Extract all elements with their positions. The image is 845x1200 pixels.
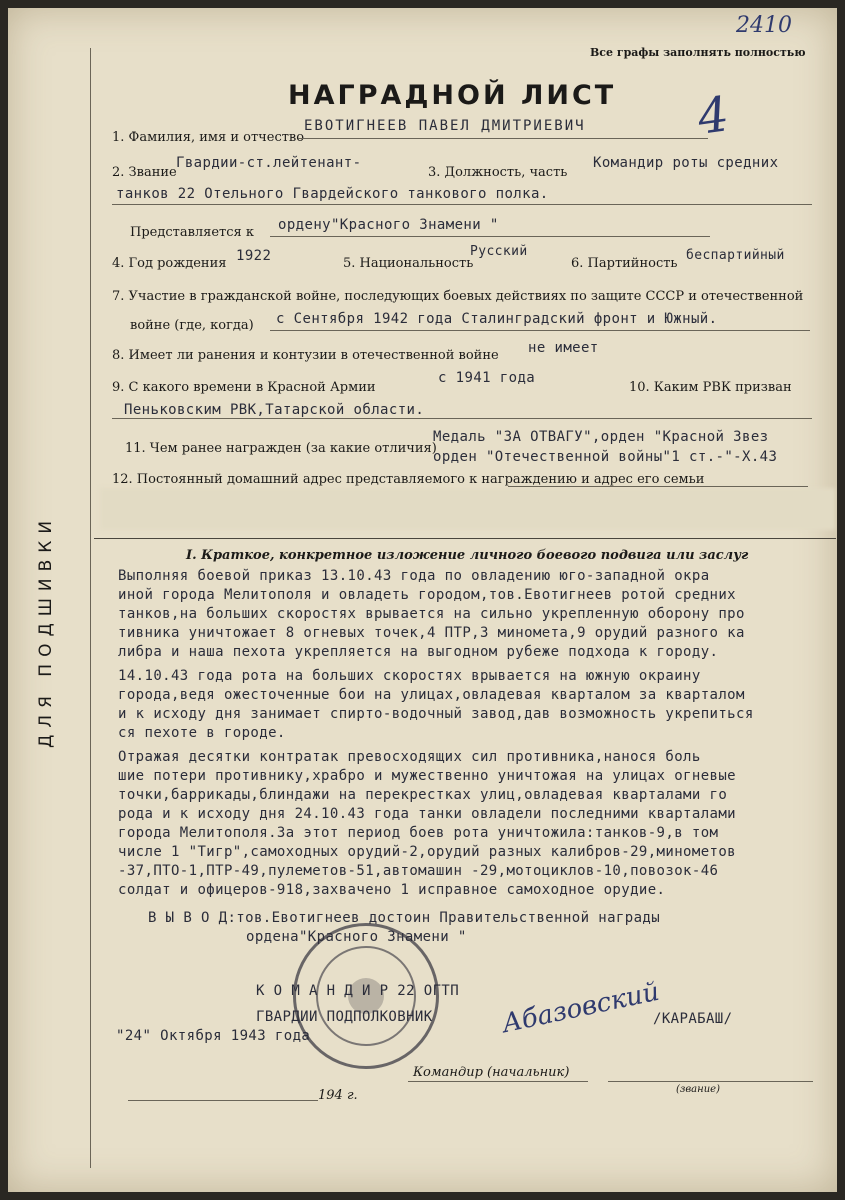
commander-name: /КАРАБАШ/ <box>653 1011 733 1027</box>
archive-number: 2410 <box>736 13 792 38</box>
field-name-label: 1. Фамилия, имя и отчество <box>112 130 305 145</box>
citation-line: либра и наша пехота укрепляется на выгодном рубеже подхода к городу. <box>118 644 719 660</box>
instruction-text: Все графы заполнять полностью <box>590 46 806 59</box>
field-party-value: беспартийный <box>686 248 785 263</box>
signature-date: "24" Октября 1943 года <box>116 1028 311 1044</box>
section-divider-top <box>94 538 836 539</box>
field-name-underline <box>298 138 708 139</box>
handwritten-signature: Абазовский <box>499 976 662 1040</box>
field-prior-awards-value: Медаль "ЗА ОТВАГУ",орден "Красной Звез <box>433 429 769 445</box>
field-war-underline <box>270 330 810 331</box>
citation-line: солдат и офицеров-918,захвачено 1 исправное самоходное орудие. <box>118 882 666 898</box>
field-position-label: 3. Должность, часть <box>428 165 568 180</box>
field-nationality-value: Русский <box>470 244 528 259</box>
field-birth-year-value: 1922 <box>236 248 272 264</box>
conclusion-line: В Ы В О Д:тов.Евотигнеев достоин Правительственной награды <box>148 910 661 926</box>
citation-line: и к исходу дня занимает спирто-водочный завод,дав возможность укрепиться <box>118 706 754 722</box>
field-rank-label: 2. Звание <box>112 165 177 180</box>
field-prior-awards-value-cont: орден "Отечественной войны"1 ст.-"-Х.43 <box>433 449 778 465</box>
field-wounds-value: не имеет <box>528 340 599 356</box>
field-present-underline <box>270 236 710 237</box>
rank-underline <box>608 1081 813 1082</box>
citation-line: танков,на больших скоростях врывается на сильно укрепленную оборону про <box>118 606 745 622</box>
field-address-label: 12. Постоянный домашний адрес представляемого к награждению и адрес его семьи <box>112 472 705 487</box>
citation-line: -37,ПТО-1,ПТР-49,пулеметов-51,автомашин -29,мотоциклов-10,повозок-46 <box>118 863 719 879</box>
field-wounds-label: 8. Имеет ли ранения и контузии в отечественной войне <box>112 348 499 363</box>
field-nationality-label: 5. Национальность <box>343 256 474 271</box>
field-party-label: 6. Партийность <box>571 256 678 271</box>
section-heading: I. Краткое, конкретное изложение личного боевого подвига или заслуг <box>186 548 749 563</box>
citation-line: числе 1 "Тигр",самоходных орудий-2,орудий разных калибров-29,минометов <box>118 844 737 860</box>
field-address-underline <box>508 486 808 487</box>
citation-line: точки,баррикады,блиндажи на перекрестках улиц,овладевая кварталами го <box>118 787 728 803</box>
citation-line: шие потери противнику,храбро и мужественно уничтожая на улицах огневые <box>118 768 737 784</box>
field-war-participation-value: с Сентября 1942 года Сталинградский фронт и Южный. <box>276 311 718 327</box>
field-draft-underline <box>112 418 812 419</box>
field-draft-office-label: 10. Каким РВК призван <box>629 380 792 395</box>
field-position-value: Командир роты средних <box>593 155 779 171</box>
field-army-since-value: с 1941 года <box>438 370 536 386</box>
citation-line: Отражая десятки контратак превосходящих сил противника,нанося боль <box>118 749 701 765</box>
citation-line: иной города Мелитополя и овладеть городом,тов.Евотигнеев ротой средних <box>118 587 737 603</box>
corner-handwritten-mark: 4 <box>694 86 733 146</box>
commander-rank-line: ГВАРДИИ ПОДПОЛКОВНИК <box>256 1009 433 1025</box>
field-war-participation-label: 7. Участие в гражданской войне, последующих боевых действиях по защите СССР и отечественной <box>112 289 804 304</box>
field-position-value-cont: танков 22 Отельного Гвардейского танкового полка. <box>116 186 549 202</box>
award-sheet-document <box>8 8 837 1192</box>
date-template-underline <box>128 1100 318 1101</box>
commander-role-label: Командир (начальник) <box>413 1065 570 1080</box>
binding-margin-line <box>90 48 91 1168</box>
redacted-address-area <box>100 488 835 530</box>
field-draft-office-value: Пеньковским РВК,Татарской области. <box>124 402 425 418</box>
role-underline <box>408 1081 588 1082</box>
conclusion-line-cont: ордена"Красного Знамени " <box>246 929 467 945</box>
year-template: 194 г. <box>318 1088 358 1103</box>
field-army-since-label: 9. С какого времени в Красной Армии <box>112 380 376 395</box>
field-position-underline <box>112 204 812 205</box>
field-war-participation-label-cont: войне (где, когда) <box>130 318 254 333</box>
citation-line: 14.10.43 года рота на больших скоростях врывается на южную окраину <box>118 668 701 684</box>
rank-label: (звание) <box>676 1084 720 1095</box>
field-name-value: ЕВОТИГНЕЕВ ПАВЕЛ ДМИТРИЕВИЧ <box>304 118 586 134</box>
binding-margin-label: ДЛЯ ПОДШИВКИ <box>36 513 56 748</box>
citation-line: тивника уничтожает 8 огневых точек,4 ПТР,3 миномета,9 орудий разного ка <box>118 625 745 641</box>
commander-unit-line: К О М А Н Д И Р 22 ОГТП <box>256 983 460 999</box>
field-present-label: Представляется к <box>130 225 254 240</box>
field-present-value: ордену"Красного Знамени " <box>278 217 499 233</box>
citation-line: Выполняя боевой приказ 13.10.43 года по овладению юго-западной окра <box>118 568 710 584</box>
field-rank-value: Гвардии-ст.лейтенант- <box>176 155 362 171</box>
page-title: НАГРАДНОЙ ЛИСТ <box>288 80 617 111</box>
citation-line: города Мелитополя.За этот период боев рота уничтожила:танков-9,в том <box>118 825 719 841</box>
field-prior-awards-label: 11. Чем ранее награжден (за какие отличия) <box>125 441 437 456</box>
citation-line: ся пехоте в городе. <box>118 725 286 741</box>
field-birth-year-label: 4. Год рождения <box>112 256 227 271</box>
citation-line: рода и к исходу дня 24.10.43 года танки овладели последними кварталами <box>118 806 737 822</box>
citation-line: города,ведя ожесточенные бои на улицах,овладевая кварталом за кварталом <box>118 687 745 703</box>
